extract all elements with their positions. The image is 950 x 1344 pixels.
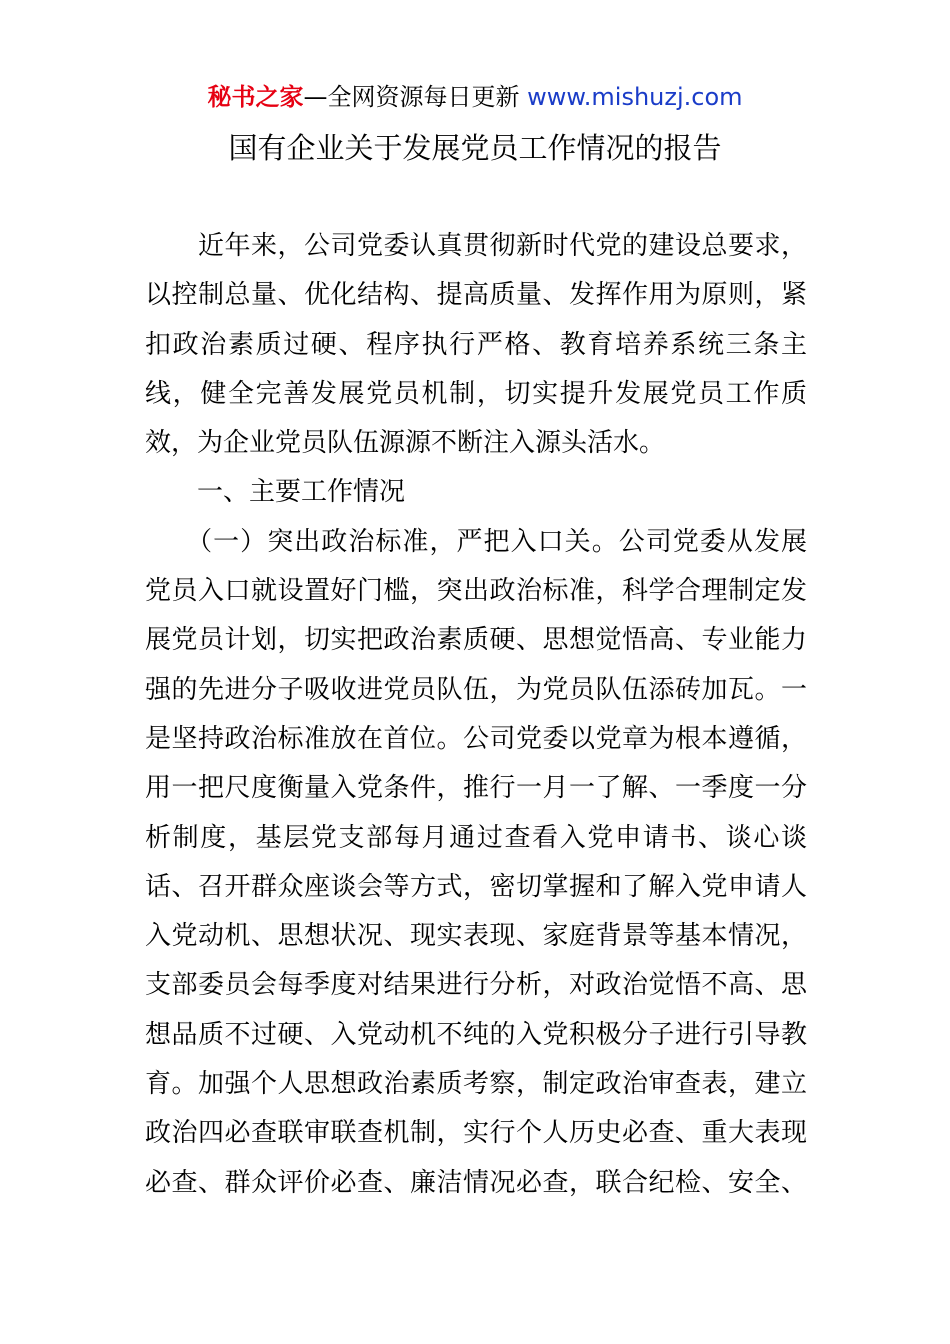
text-line: 党员入口就设置好门槛，突出政治标准，科学合理制定发 [145, 576, 807, 607]
text-line: 支部委员会每季度对结果进行分析，对政治觉悟不高、思 [145, 970, 807, 1001]
text-line: 话、召开群众座谈会等方式，密切掌握和了解入党申请人 [145, 871, 807, 902]
text-line: 入党动机、思想状况、现实表现、家庭背景等基本情况， [145, 921, 807, 952]
section-heading: 一、主要工作情况 [145, 477, 406, 508]
site-header [0, 80, 950, 114]
text-line: 以控制总量、优化结构、提高质量、发挥作用为原则，紧 [145, 280, 807, 311]
brand-name: 秘书之家 [207, 83, 304, 111]
text-line: 线，健全完善发展党员机制，切实提升发展党员工作质 [145, 378, 807, 409]
text-line: （一）突出政治标准，严把入口关。公司党委从发展 [145, 526, 807, 557]
text-line: 析制度，基层党支部每月通过查看入党申请书、谈心谈 [145, 822, 807, 853]
text-line: 近年来，公司党委认真贯彻新时代党的建设总要求， [145, 231, 807, 261]
text-line: 育。加强个人思想政治素质考察，制定政治审查表，建立 [145, 1069, 807, 1100]
header-tagline: —全网资源每日更新 [303, 83, 528, 111]
text-line: 用一把尺度衡量入党条件，推行一月一了解、一季度一分 [145, 773, 807, 804]
text-line: 展党员计划，切实把政治素质硬、思想觉悟高、专业能力 [145, 625, 807, 656]
text-line: 扣政治素质过硬、程序执行严格、教育培养系统三条主 [145, 329, 807, 360]
text-line: 必查、群众评价必查、廉洁情况必查，联合纪检、安全、 [145, 1167, 807, 1198]
document-body [145, 222, 807, 1208]
text-line: 强的先进分子吸收进党员队伍，为党员队伍添砖加瓦。一 [145, 674, 807, 705]
text-line: 想品质不过硬、入党动机不纯的入党积极分子进行引导教 [145, 1019, 807, 1050]
text-line: 效，为企业党员队伍源源不断注入源头活水。 [145, 428, 666, 459]
site-url-link[interactable]: www.mishuzj.com [527, 83, 743, 111]
document-title: 国有企业关于发展党员工作情况的报告 [228, 131, 722, 165]
text-line: 政治四必查联审联查机制，实行个人历史必查、重大表现 [145, 1118, 807, 1149]
text-line: 是坚持政治标准放在首位。公司党委以党章为根本遵循， [145, 723, 807, 754]
